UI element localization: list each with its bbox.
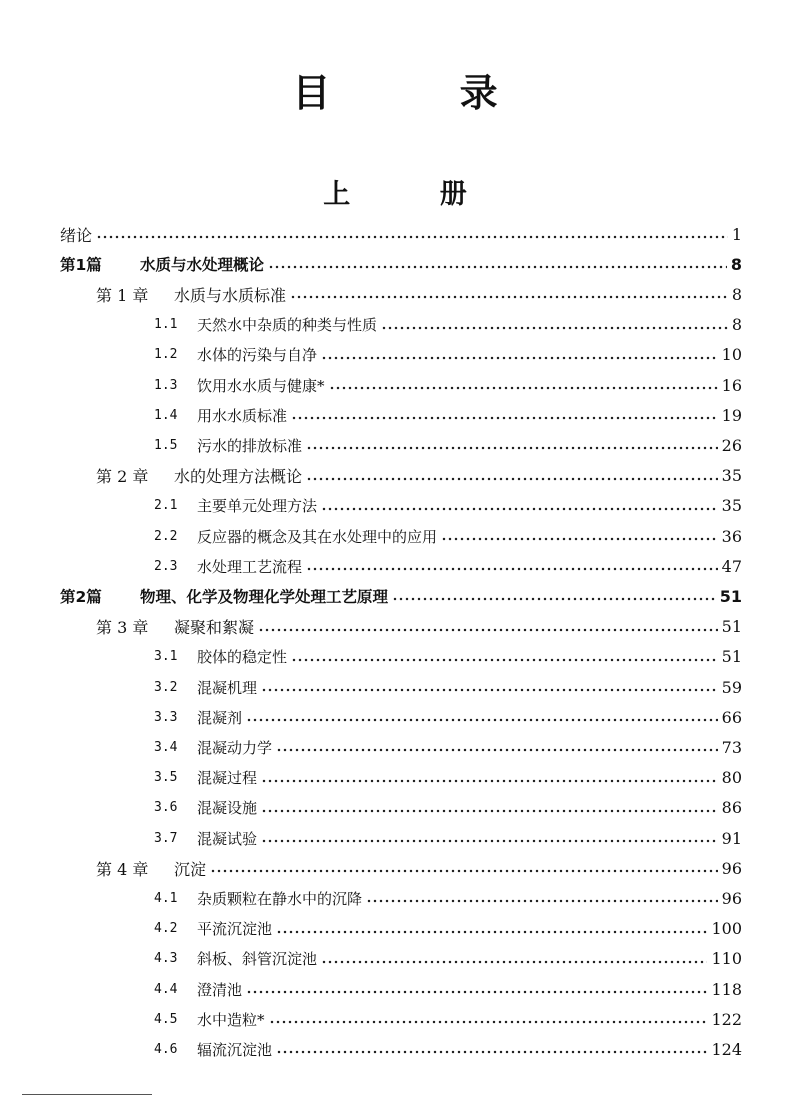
toc-entry-part[interactable]: [60, 582, 742, 610]
toc-entry-title: 斜板、斜管沉淀池: [197, 950, 318, 969]
toc-entry-page-number: 35: [721, 466, 742, 486]
dot-leader: [290, 280, 728, 308]
toc-entry-page-number: 73: [721, 737, 742, 757]
toc-entry-number: 3.3: [154, 709, 178, 725]
toc-entry-chapter[interactable]: [96, 854, 742, 882]
toc-entry-section[interactable]: [154, 794, 742, 822]
toc-entry-number: 第 3 章: [96, 618, 149, 638]
toc-entry-title: 沉淀: [174, 859, 207, 879]
toc-entry-section[interactable]: [154, 492, 742, 520]
toc-entry-number: 第 4 章: [96, 859, 149, 879]
toc-entry-page-number: 10: [721, 345, 742, 365]
toc-entry-chapter[interactable]: [96, 613, 742, 641]
toc-entry-number: 第 1 章: [96, 285, 149, 305]
page-title: 目 录: [292, 71, 556, 115]
toc-entry-chapter[interactable]: [96, 462, 742, 490]
dot-leader: [276, 1035, 707, 1063]
toc-entry-page-number: 86: [721, 798, 742, 818]
toc-entry-page-number: 35: [721, 496, 742, 516]
toc-entry-page-number: 8: [731, 284, 742, 304]
toc-entry-number: 3.5: [154, 770, 178, 786]
toc-entry-title: 胶体的稳定性: [197, 648, 288, 667]
toc-entry-page-number: 51: [721, 617, 742, 637]
dot-leader: [246, 703, 718, 731]
toc-entry-number: 1.2: [154, 347, 178, 363]
toc-entry-number: 第 2 章: [96, 467, 149, 487]
dot-leader: [258, 613, 718, 641]
dot-leader: [306, 552, 718, 580]
toc-entry-title: 凝聚和絮凝: [174, 618, 255, 638]
toc-entry-title: 水处理工艺流程: [197, 557, 303, 576]
toc-entry-title: 天然水中杂质的种类与性质: [197, 316, 378, 335]
toc-entry-title: 澄清池: [197, 980, 243, 999]
toc-entry-section[interactable]: [154, 764, 742, 792]
toc-entry-page-number: 51: [719, 586, 742, 606]
toc-entry-page-number: 110: [711, 949, 742, 969]
toc-entry-section[interactable]: [154, 431, 742, 459]
dot-leader: [261, 673, 718, 701]
toc-entry-title: 物理、化学及物理化学处理工艺原理: [140, 588, 389, 607]
toc-entry-number: 3.1: [154, 649, 178, 665]
toc-entry-page-number: 59: [721, 677, 742, 697]
toc-entry-title: 饮用水水质与健康*: [197, 376, 325, 395]
dot-leader: [381, 311, 728, 339]
toc-entry-page-number: 66: [721, 707, 742, 727]
toc-entry-number: 4.4: [154, 981, 178, 997]
toc-entry-page-number: 19: [721, 405, 742, 425]
toc-entry-page-number: 96: [721, 888, 742, 908]
toc-entry-section[interactable]: [154, 945, 742, 973]
toc-entry-page-number: 26: [721, 435, 742, 455]
toc-entry-title: 混凝动力学: [197, 738, 273, 757]
toc-entry-section[interactable]: [154, 703, 742, 731]
toc-entry-page-number: 100: [711, 919, 742, 939]
dot-leader: [392, 582, 716, 610]
toc-entry-section[interactable]: [154, 915, 742, 943]
toc-entry-section[interactable]: [154, 733, 742, 761]
toc-entry-title: 辐流沉淀池: [197, 1040, 273, 1059]
toc-entry-page-number: 124: [711, 1039, 742, 1059]
dot-leader: [269, 1005, 708, 1033]
dot-leader: [268, 250, 727, 278]
dot-leader: [441, 522, 718, 550]
dot-leader: [321, 492, 718, 520]
toc-entry-page-number: 8: [730, 254, 742, 274]
toc-entry-section[interactable]: [154, 401, 742, 429]
dot-leader: [261, 764, 718, 792]
toc-entry-section[interactable]: [154, 1035, 742, 1063]
toc-entry-chapter[interactable]: [96, 280, 742, 308]
toc-entry-number: 3.2: [154, 679, 178, 695]
toc-entry-title: 污水的排放标准: [197, 436, 303, 455]
toc-entry-section[interactable]: [154, 1005, 742, 1033]
toc-entry-number: 2.3: [154, 558, 178, 574]
toc-entry-number: 第2篇: [60, 588, 102, 607]
toc-entry-number: 1.4: [154, 407, 178, 423]
dot-leader: [366, 884, 718, 912]
toc-entry-page-number: 118: [711, 979, 742, 999]
toc-entry-page-number: 91: [721, 828, 742, 848]
toc-entry-number: 4.3: [154, 951, 178, 967]
dot-leader: [306, 431, 718, 459]
toc-entry-page-number: 1: [731, 224, 742, 244]
dot-leader: [276, 915, 707, 943]
toc-entry-section[interactable]: [154, 643, 742, 671]
toc-entry-number: 1.5: [154, 437, 178, 453]
toc-entry-section[interactable]: [154, 673, 742, 701]
toc-entry-number: 3.7: [154, 830, 178, 846]
toc-entry-number: 4.5: [154, 1011, 178, 1027]
toc-entry-number: 4.1: [154, 890, 178, 906]
toc-entry-number: 4.2: [154, 921, 178, 937]
toc-entry-number: 3.6: [154, 800, 178, 816]
toc-entry-title: 混凝设施: [197, 799, 258, 818]
toc-entry-section[interactable]: [154, 311, 742, 339]
toc-entry-title: 混凝试验: [197, 829, 258, 848]
toc-entry-number: 4.6: [154, 1041, 178, 1057]
toc-entry-title: 水中造粒*: [197, 1010, 265, 1029]
volume-heading: 上 册: [323, 179, 507, 210]
toc-entry-section[interactable]: [154, 824, 742, 852]
toc-entry-title: 杂质颗粒在静水中的沉降: [197, 889, 363, 908]
footer-rule: [22, 1094, 152, 1095]
toc-entry-title: 反应器的概念及其在水处理中的应用: [197, 527, 438, 546]
toc-entry-section[interactable]: [154, 371, 742, 399]
toc-entry-page-number: 36: [721, 526, 742, 546]
toc-entry-page-number: 16: [721, 375, 742, 395]
toc-entry-section[interactable]: [154, 975, 742, 1003]
toc-entry-title: 混凝过程: [197, 769, 258, 788]
toc-entry-title: 平流沉淀池: [197, 920, 273, 939]
toc-entry-part[interactable]: [60, 250, 742, 278]
toc-entry-title: 水的处理方法概论: [174, 467, 303, 487]
toc-entry-title: 水体的污染与自净: [197, 346, 318, 365]
toc-entry-page-number: 122: [711, 1009, 742, 1029]
toc-entry-number: 3.4: [154, 739, 178, 755]
toc-entry-title: 混凝机理: [197, 678, 258, 697]
toc-entry-title: 水质与水质标准: [174, 285, 287, 305]
dot-leader: [291, 401, 718, 429]
dot-leader: [96, 220, 728, 248]
toc-entry-title: 混凝剂: [197, 708, 243, 727]
dot-leader: [321, 341, 718, 369]
dot-leader: [329, 371, 718, 399]
toc-entry-section[interactable]: [154, 552, 742, 580]
dot-leader: [321, 945, 707, 973]
dot-leader: [306, 462, 718, 490]
dot-leader: [210, 854, 718, 882]
dot-leader: [261, 794, 718, 822]
toc-entry-intro[interactable]: [60, 220, 742, 248]
toc-entry-page-number: 80: [721, 768, 742, 788]
toc-entry-page-number: 96: [721, 858, 742, 878]
toc-entry-page-number: 51: [721, 647, 742, 667]
toc-entry-title: 水质与水处理概论: [140, 256, 265, 275]
toc-entry-number: 2.2: [154, 528, 178, 544]
dot-leader: [246, 975, 707, 1003]
toc-entry-section[interactable]: [154, 341, 742, 369]
toc-entry-page-number: 8: [731, 315, 742, 335]
dot-leader: [291, 643, 718, 671]
toc-entry-number: 1.3: [154, 377, 178, 393]
toc-entry-page-number: 47: [721, 556, 742, 576]
toc-entry-section[interactable]: [154, 522, 742, 550]
toc-entry-number: 1.1: [154, 317, 178, 333]
toc-entry-title: 主要单元处理方法: [197, 497, 318, 516]
toc-entry-title: 用水水质标准: [197, 406, 288, 425]
toc-entry-number: 第1篇: [60, 256, 102, 275]
toc-entry-number: 2.1: [154, 498, 178, 514]
dot-leader: [276, 733, 718, 761]
dot-leader: [261, 824, 718, 852]
toc-entry-title: 绪论: [60, 225, 93, 245]
toc-entry-section[interactable]: [154, 884, 742, 912]
